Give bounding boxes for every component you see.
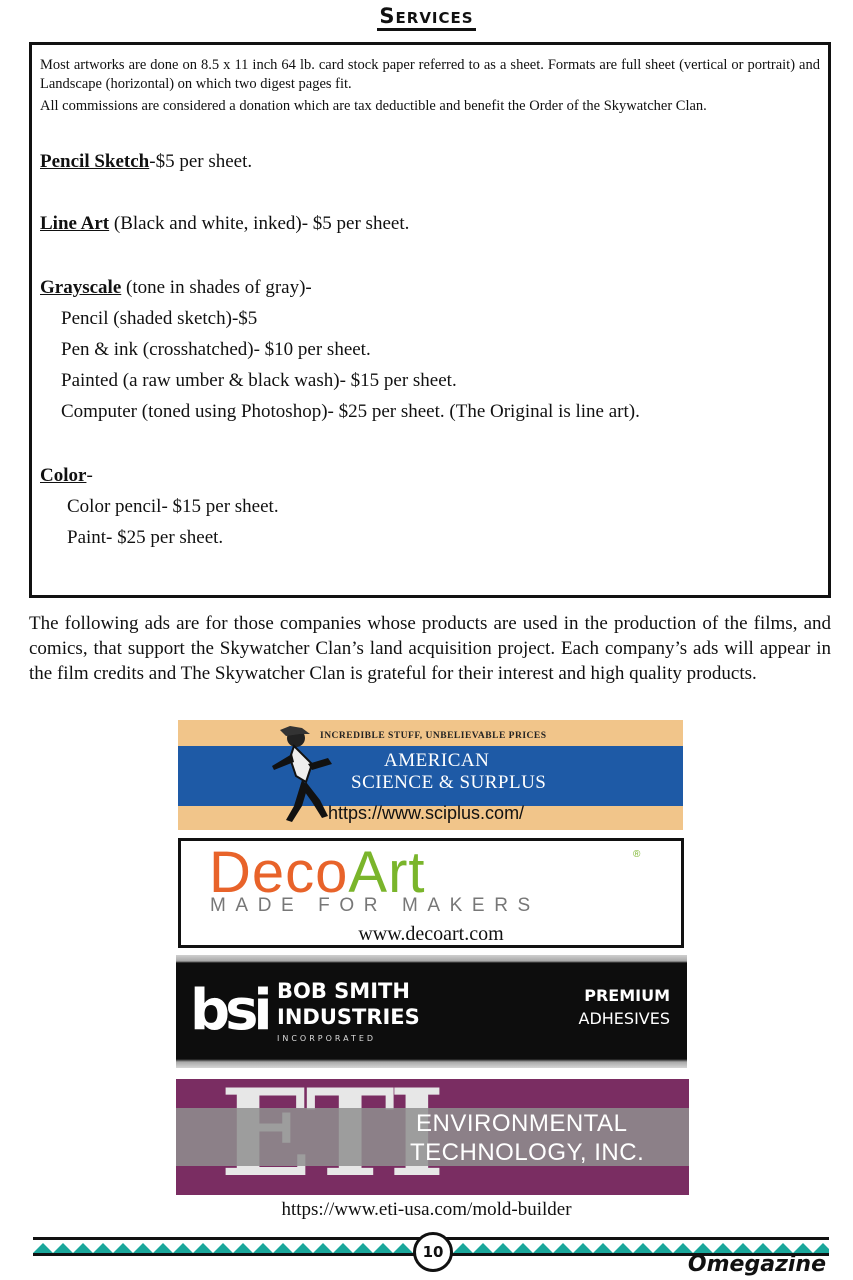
sciplus-name-line-1: AMERICAN <box>384 750 490 771</box>
ads-intro-paragraph: The following ads are for those companies whose products are used in the production of the films, and comics, that support the Skywatcher Clan’s land acquisition project. Each company’s ads will appear in the film credits and The Skywatcher Clan is grateful for their interest and high quality products. <box>29 613 831 684</box>
decoart-logo: DecoArt <box>209 840 426 905</box>
service-heading: Grayscale <box>40 277 122 298</box>
bsi-logo-mark: bsi <box>190 978 268 1043</box>
registered-mark: ® <box>633 849 641 860</box>
bsi-name-line-2: INDUSTRIES <box>277 1005 420 1029</box>
service-price: -$5 per sheet. <box>149 151 253 172</box>
page-title: Services <box>0 4 853 28</box>
service-heading: Pencil Sketch <box>40 151 150 172</box>
services-box <box>29 42 831 598</box>
ad-environmental-technology[interactable] <box>176 1079 689 1195</box>
sciplus-tagline: INCREDIBLE STUFF, UNBELIEVABLE PRICES <box>320 731 547 741</box>
page-number: 10 <box>413 1232 453 1272</box>
bsi-name-line-1: BOB SMITH <box>277 979 410 1003</box>
service-description: - <box>86 465 93 486</box>
eti-url-link[interactable]: https://www.eti-usa.com/mold-builder <box>281 1199 572 1220</box>
color-option: Color pencil- $15 per sheet. <box>67 496 279 517</box>
service-heading: Line Art <box>40 213 110 234</box>
service-price: (Black and white, inked)- $5 per sheet. <box>109 213 410 234</box>
grayscale-option: Pencil (shaded sketch)-$5 <box>61 308 258 329</box>
sciplus-url-link[interactable]: https://www.sciplus.com/ <box>328 803 525 823</box>
service-description: (tone in shades of gray)- <box>121 277 312 298</box>
intro-paragraph-2: All commissions are considered a donation which are tax deductible and benefit the Order of the Skywatcher Clan. <box>40 98 707 114</box>
ad-american-science-surplus[interactable] <box>178 720 683 830</box>
ad-bob-smith-industries[interactable] <box>176 955 687 1068</box>
bsi-incorporated: INCORPORATED <box>277 1034 377 1043</box>
service-pencil-sketch <box>40 146 820 177</box>
grayscale-option: Computer (toned using Photoshop)- $25 per sheet. (The Original is line art). <box>61 401 640 422</box>
service-color <box>40 460 820 491</box>
bsi-adhesives: ADHESIVES <box>578 1009 670 1028</box>
decoart-url-link[interactable]: www.decoart.com <box>358 923 504 945</box>
eti-name-line-2: TECHNOLOGY, INC. <box>410 1139 645 1166</box>
color-option: Paint- $25 per sheet. <box>67 527 224 548</box>
service-grayscale <box>40 272 820 303</box>
service-heading: Color <box>40 465 87 486</box>
bsi-premium: PREMIUM <box>584 986 670 1005</box>
grayscale-option: Pen & ink (crosshatched)- $10 per sheet. <box>61 339 371 360</box>
intro-paragraph-1: Most artworks are done on 8.5 x 11 inch 64 lb. card stock paper referred to as a sheet. Formats are full sheet (vertical or portrait) and Landscape (horizontal) on which two digest pages fit. <box>40 57 820 92</box>
grayscale-option: Painted (a raw umber & black wash)- $15 per sheet. <box>61 370 457 391</box>
ad-decoart[interactable] <box>178 838 684 948</box>
eti-name-line-1: ENVIRONMENTAL <box>416 1110 628 1137</box>
service-line-art <box>40 208 820 239</box>
magazine-name: Omegazine <box>687 1252 826 1277</box>
sciplus-name-line-2: SCIENCE & SURPLUS <box>351 772 547 793</box>
decoart-tagline: MADE FOR MAKERS <box>210 895 540 916</box>
